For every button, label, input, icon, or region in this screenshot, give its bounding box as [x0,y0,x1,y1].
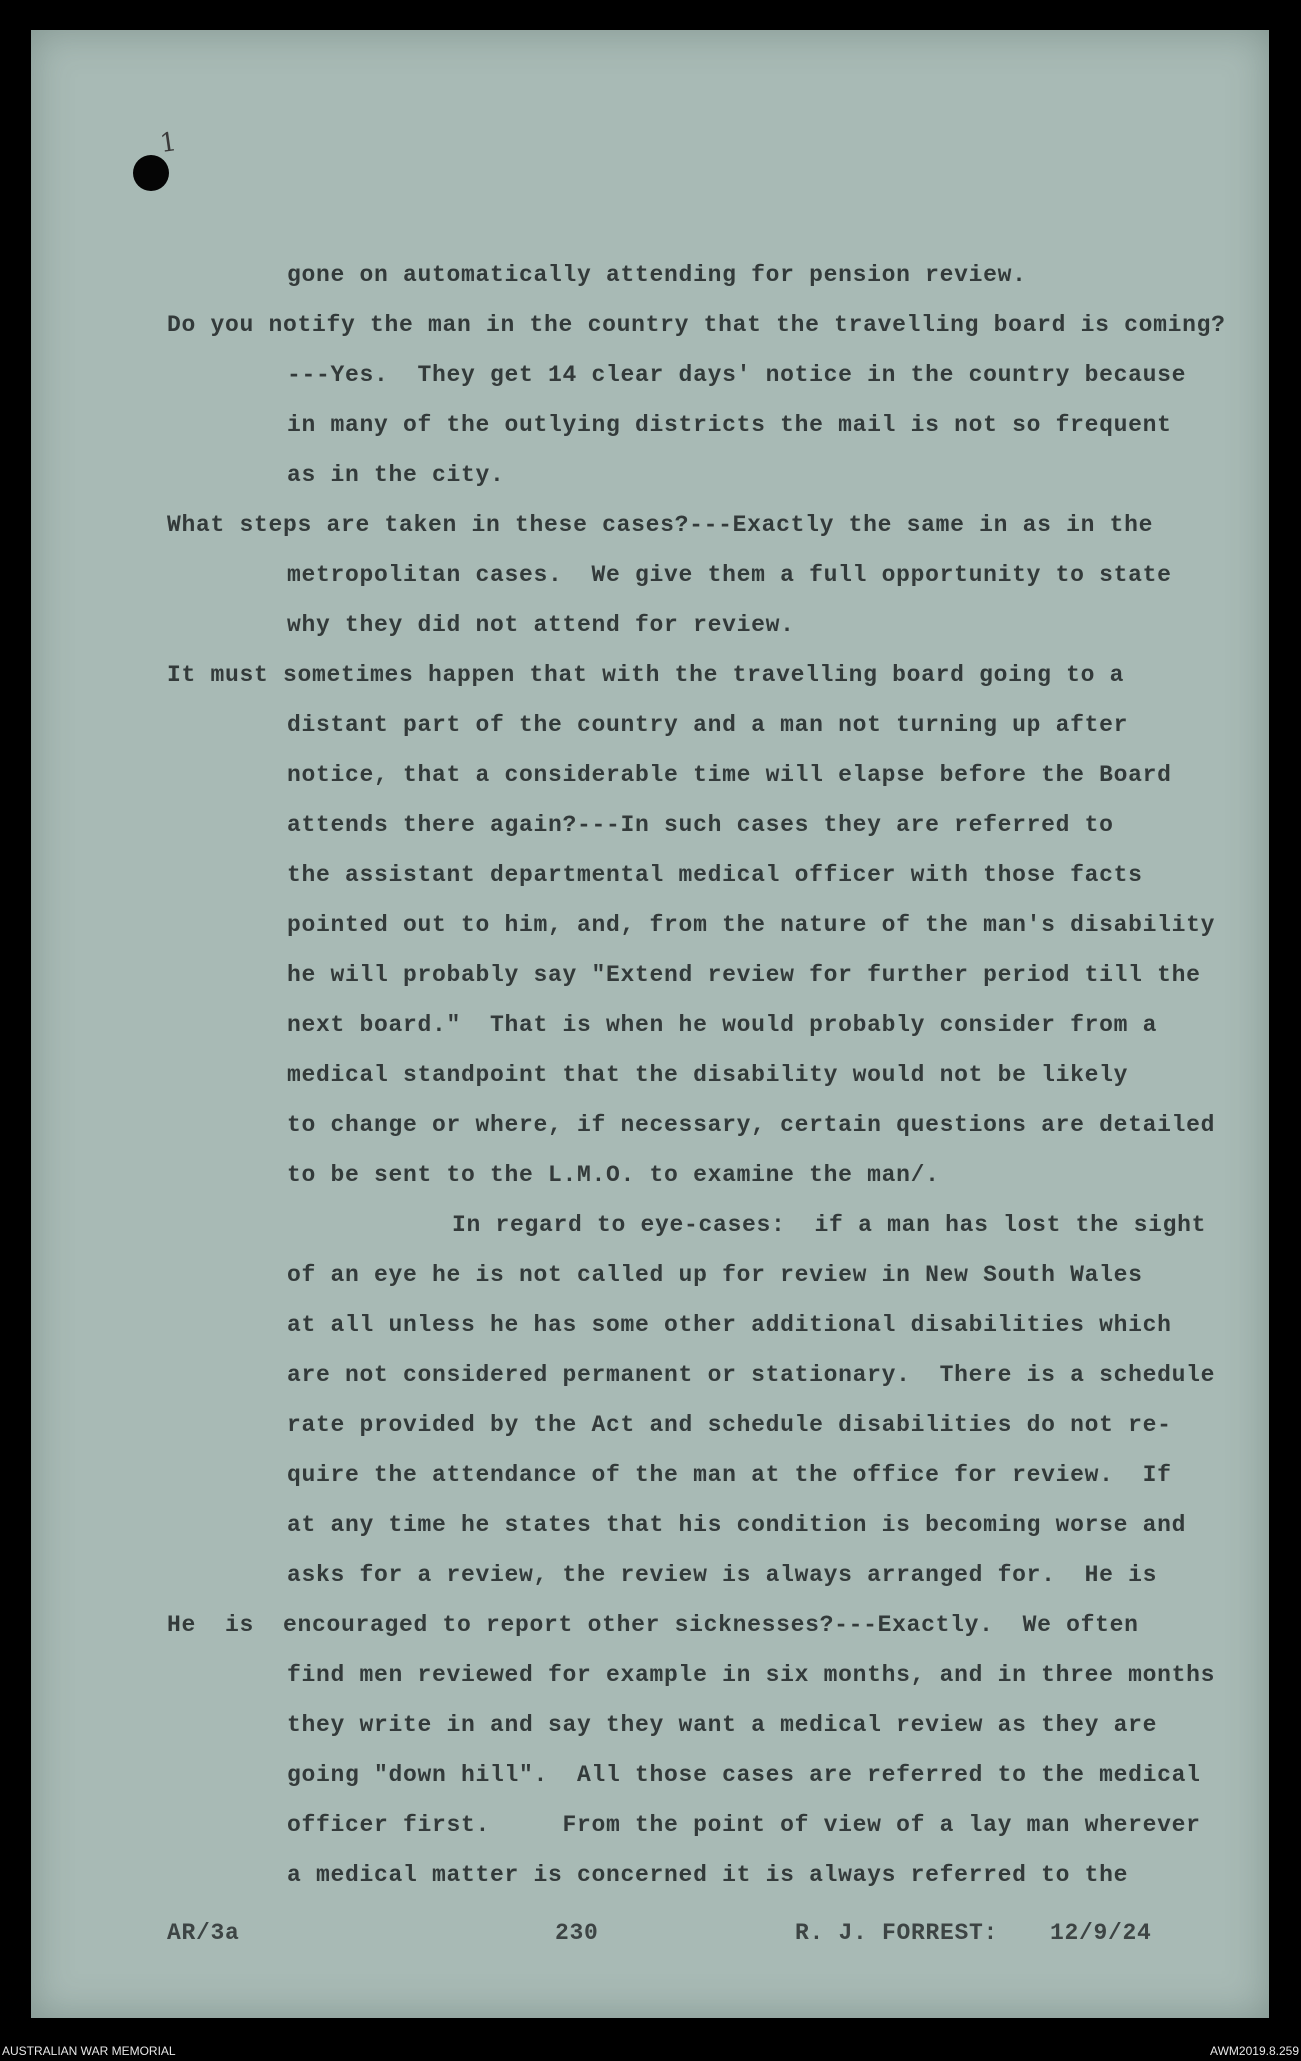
answer-line-14: pointed out to him, and, from the nature of the man's disability [287,912,1216,938]
paragraph-line-25: quire the attendance of the man at the office for review. If [287,1462,1172,1488]
archive-caption-right: AWM2019.8.259 [1210,2044,1299,2058]
answer-line-12: attends there again?---In such cases they are referred to [287,812,1114,838]
paragraph-line-26: at any time he states that his condition is becoming worse and [287,1512,1187,1538]
paragraph-line-24: rate provided by the Act and schedule disabilities do not re- [287,1412,1172,1438]
answer-line-33: a medical matter is concerned it is always referred to the [287,1862,1129,1888]
answer-line-32: officer first. From the point of view of a lay man wherever [287,1812,1201,1838]
answer-line-29: find men reviewed for example in six months, and in three months [287,1662,1216,1688]
paragraph-line-20: In regard to eye-cases: if a man has lost the sight [452,1212,1207,1238]
answer-line-8: why they did not attend for review. [287,612,795,638]
paragraph-line-27: asks for a review, the review is always arranged for. He is [287,1562,1158,1588]
answer-line-30: they write in and say they want a medical review as they are [287,1712,1158,1738]
question-line-28: He is encouraged to report other sicknesses?---Exactly. We often [167,1612,1139,1638]
answer-line-5: as in the city. [287,462,505,488]
paragraph-line-21: of an eye he is not called up for review in New South Wales [287,1262,1143,1288]
answer-line-17: medical standpoint that the disability would not be likely [287,1062,1129,1088]
answer-line-7: metropolitan cases. We give them a full opportunity to state [287,562,1172,588]
answer-line-13: the assistant departmental medical officer with those facts [287,862,1143,888]
paragraph-line-23: are not considered permanent or stationary. There is a schedule [287,1362,1216,1388]
question-line-11: notice, that a considerable time will elapse before the Board [287,762,1172,788]
answer-line-3: ---Yes. They get 14 clear days' notice in the country because [287,362,1187,388]
archive-caption-left: AUSTRALIAN WAR MEMORIAL [2,2044,176,2058]
question-line-2: Do you notify the man in the country that the travelling board is coming? [167,312,1226,338]
footer-witness: R. J. FORREST: [795,1920,999,1946]
question-line-9: It must sometimes happen that with the travelling board going to a [167,662,1125,688]
footer-reference: AR/3a [167,1920,240,1946]
question-line-10: distant part of the country and a man not turning up after [287,712,1129,738]
pencil-mark: 1 [157,126,179,160]
answer-line-19: to be sent to the L.M.O. to examine the man/. [287,1162,940,1188]
answer-line-15: he will probably say "Extend review for further period till the [287,962,1201,988]
footer-page-number: 230 [555,1920,599,1946]
answer-line-31: going "down hill". All those cases are referred to the medical [287,1762,1201,1788]
answer-line-16: next board." That is when he would probably consider from a [287,1012,1158,1038]
body-line-1: gone on automatically attending for pension review. [287,262,1027,288]
answer-line-18: to change or where, if necessary, certain questions are detailed [287,1112,1216,1138]
punch-hole [133,155,169,191]
footer-date: 12/9/24 [1050,1920,1152,1946]
answer-line-4: in many of the outlying districts the mail is not so frequent [287,412,1172,438]
paragraph-line-22: at all unless he has some other additional disabilities which [287,1312,1172,1338]
question-line-6: What steps are taken in these cases?---Exactly the same in as in the [167,512,1154,538]
